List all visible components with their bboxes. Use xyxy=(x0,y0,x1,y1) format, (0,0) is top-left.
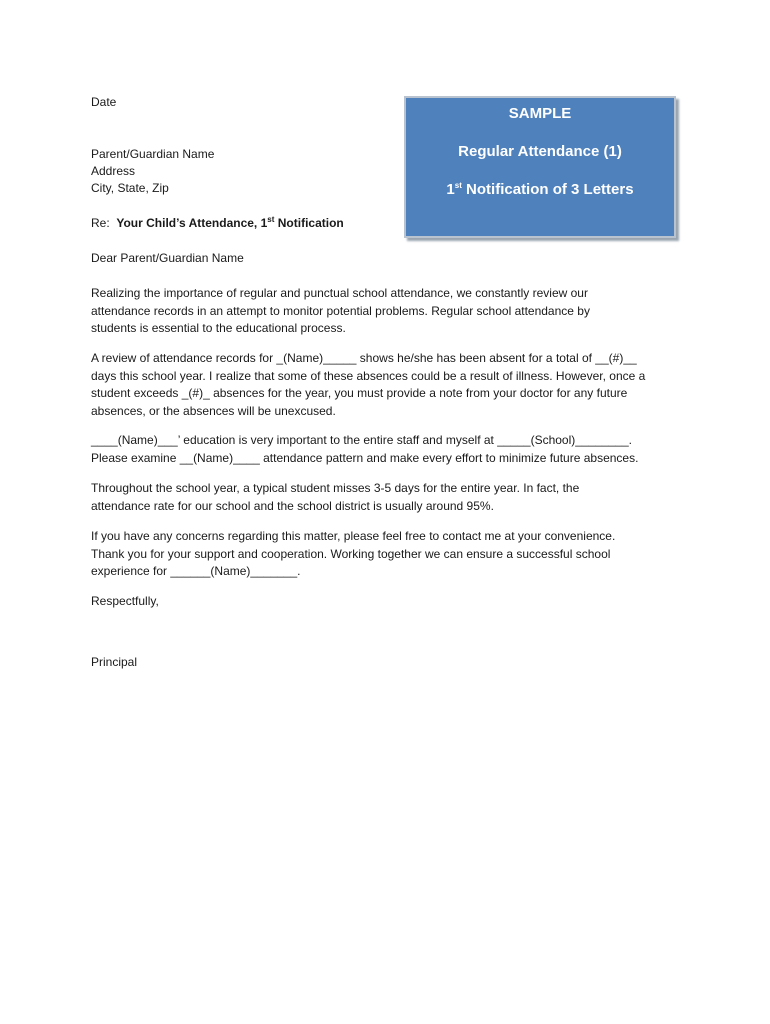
signature-title: Principal xyxy=(91,655,138,669)
paragraph-2 xyxy=(91,350,681,420)
paragraph-line: Thank you for your support and cooperation. Working together we can ensure a successful school xyxy=(91,546,611,561)
paragraph-line: student exceeds _(#)_ absences for the year, you must provide a note from your doctor for any future xyxy=(91,386,628,400)
paragraph-1 xyxy=(91,285,681,338)
re-line xyxy=(91,215,344,233)
paragraph-line: experience for ______(Name)_______. xyxy=(91,564,301,578)
paragraph-line: attendance records in an attempt to monitor potential problems. Regular school attendance by xyxy=(91,303,590,318)
paragraph-line: absences, or the absences will be unexcused. xyxy=(91,403,336,418)
sample-callout-box xyxy=(404,96,676,238)
paragraph-line: ____(Name)___’ education is very important to the entire staff and myself at _____(School)________. xyxy=(91,433,632,447)
paragraph-line: Please examine __(Name)____ attendance pattern and make every effort to minimize future absences. xyxy=(91,450,639,465)
sample-title: SAMPLE xyxy=(508,105,572,122)
recipient-address: Address xyxy=(91,164,136,178)
paragraph-line: Realizing the importance of regular and punctual school attendance, we constantly review our xyxy=(91,286,588,300)
paragraph-4 xyxy=(91,480,681,515)
salutation: Dear Parent/Guardian Name xyxy=(91,251,244,265)
recipient-city-state-zip: City, State, Zip xyxy=(91,181,169,195)
paragraph-line: If you have any concerns regarding this matter, please feel free to contact me at your convenience. xyxy=(91,529,616,543)
re-subject-suffix: Notification xyxy=(274,216,344,230)
recipient-name: Parent/Guardian Name xyxy=(91,147,215,161)
paragraph-line: A review of attendance records for _(Name)_____ shows he/she has been absent for a total of __(#)__ xyxy=(91,351,637,365)
paragraph-line: attendance rate for our school and the school district is usually around 95%. xyxy=(91,498,494,513)
paragraph-5 xyxy=(91,528,681,581)
closing: Respectfully, xyxy=(91,594,159,608)
paragraph-3 xyxy=(91,432,681,467)
re-label: Re: xyxy=(91,216,110,230)
sample-note-sup: st xyxy=(454,181,462,190)
re-subject-sup: st xyxy=(267,215,275,224)
paragraph-line: students is essential to the educational process. xyxy=(91,321,346,335)
paragraph-line: Throughout the school year, a typical student misses 3-5 days for the entire year. In fact, the xyxy=(91,481,580,495)
date-label: Date xyxy=(91,95,117,109)
sample-notification-note xyxy=(406,181,674,198)
re-subject xyxy=(116,216,343,230)
paragraph-line: days this school year. I realize that some of these absences could be a result of illness. However, once a xyxy=(91,368,646,383)
sample-subtitle: Regular Attendance (1) xyxy=(458,143,622,160)
sample-note-prefix: 1 xyxy=(446,181,455,198)
re-subject-prefix: Your Child’s Attendance, 1 xyxy=(116,216,268,230)
sample-note-suffix: Notification of 3 Letters xyxy=(461,181,634,198)
